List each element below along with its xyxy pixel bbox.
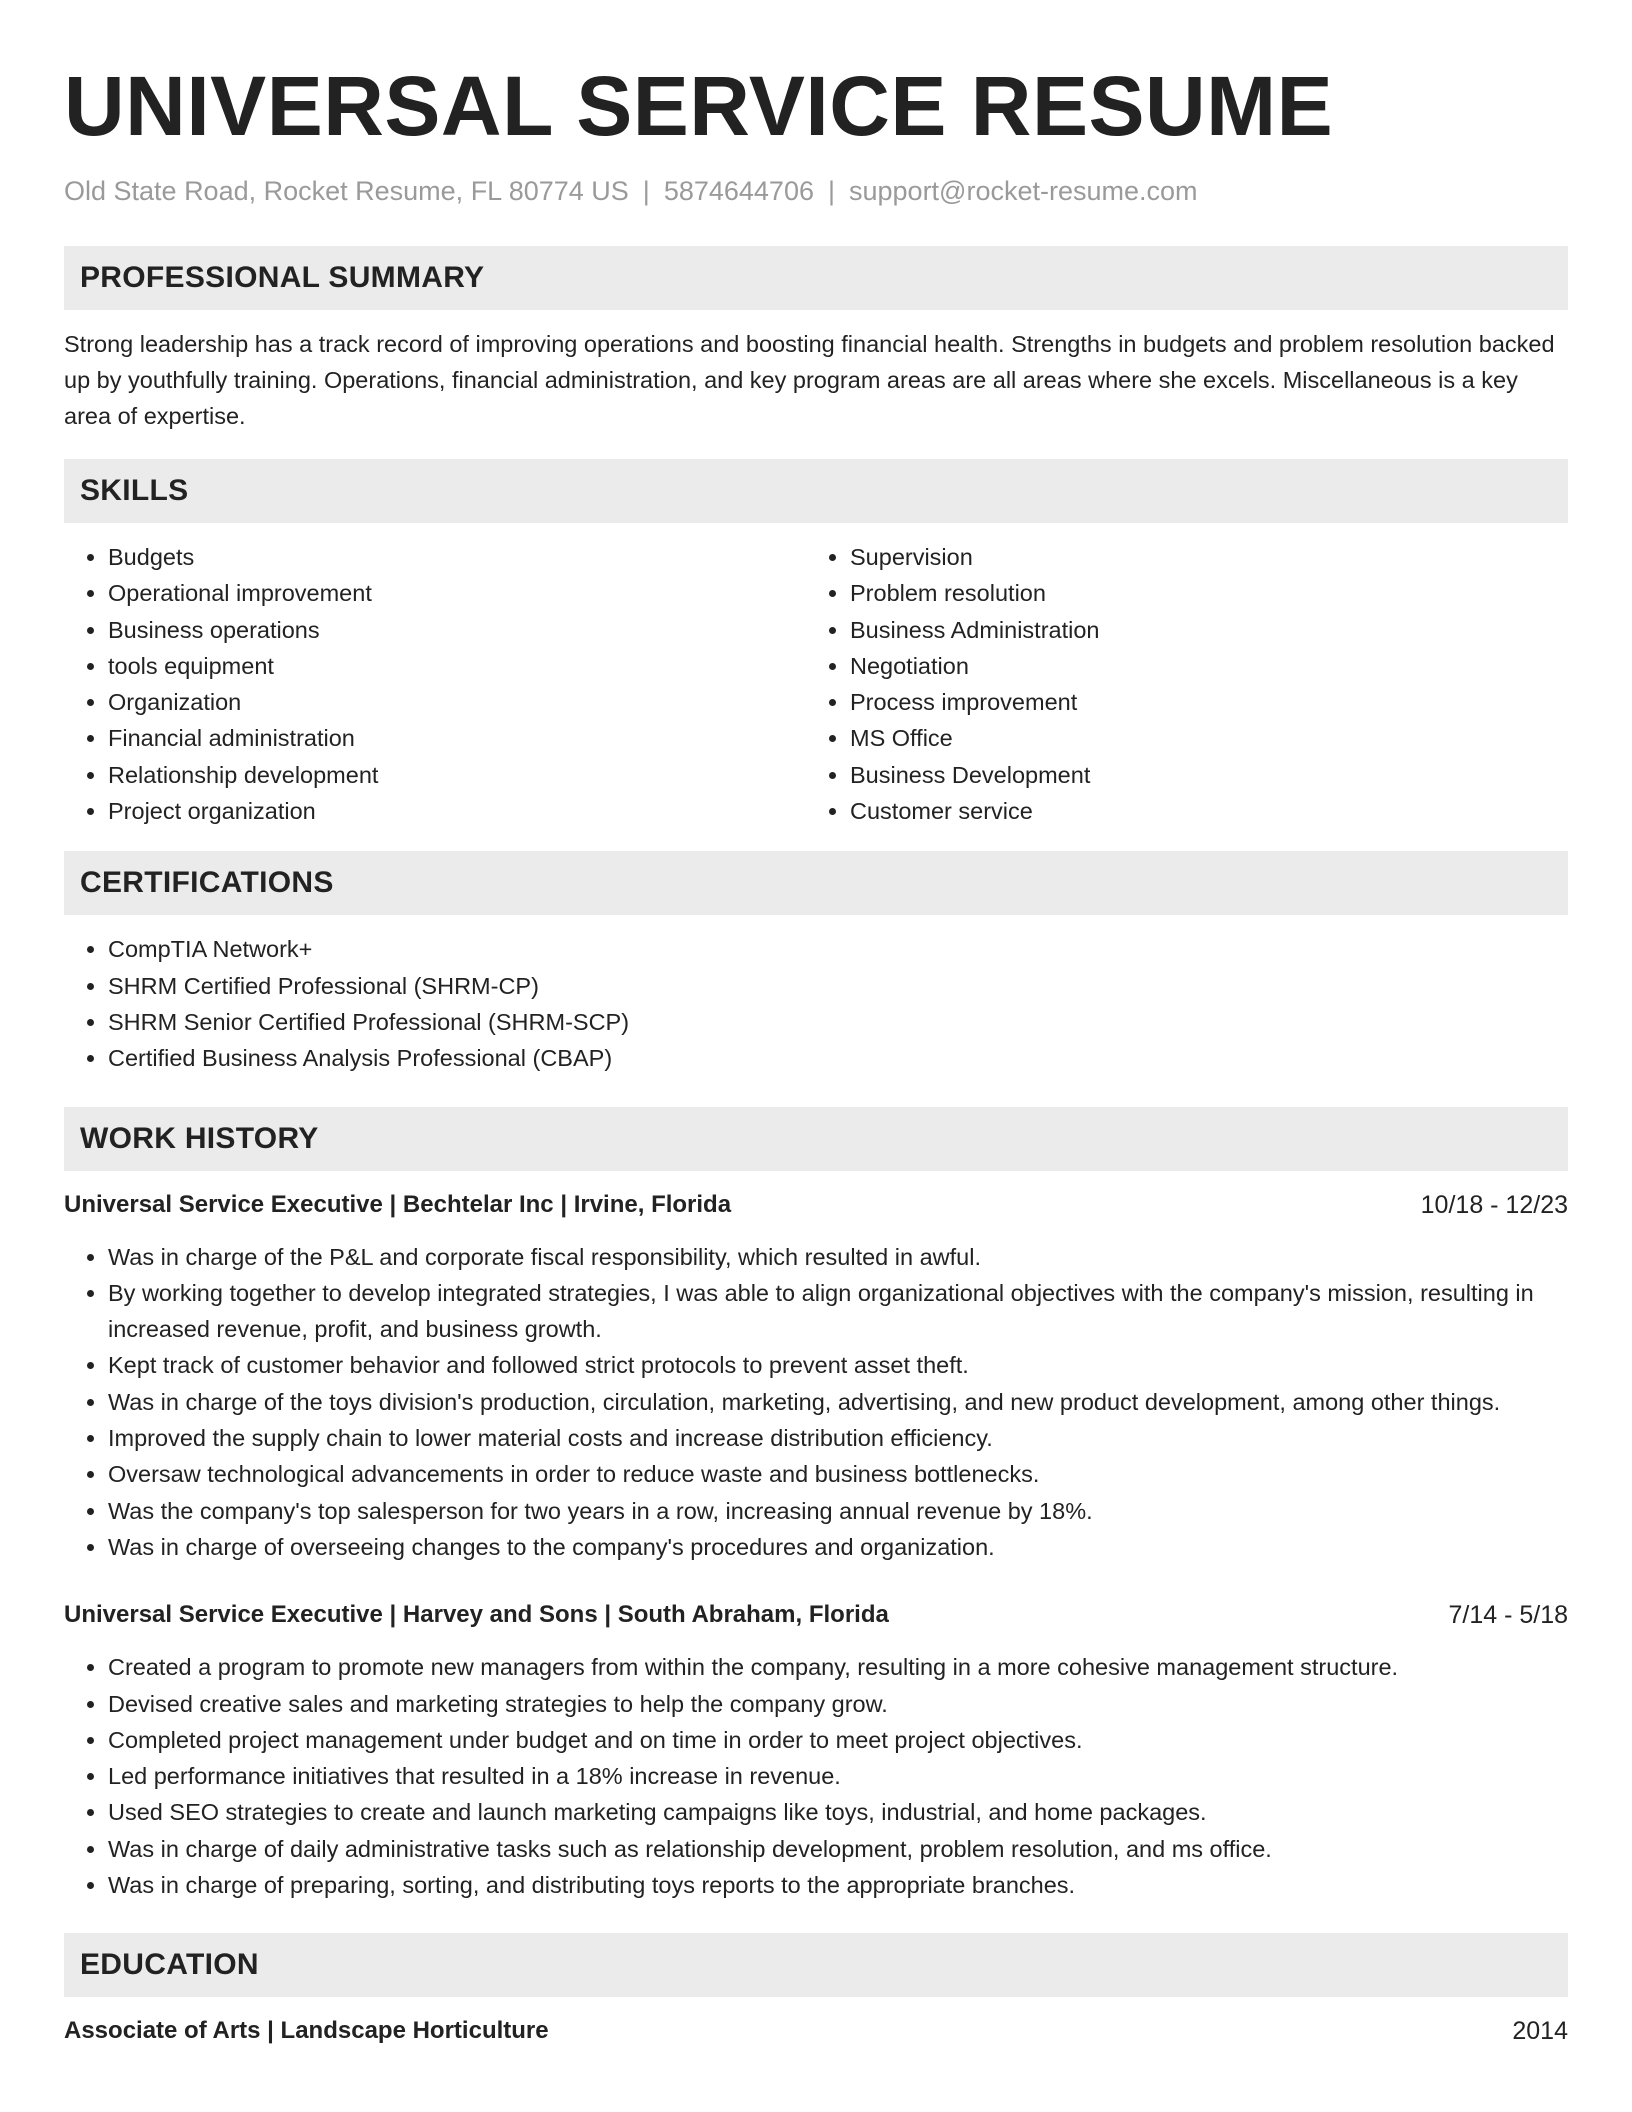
section-heading-certifications: CERTIFICATIONS bbox=[64, 851, 1568, 915]
skill-item: • Business operations bbox=[108, 612, 806, 648]
certification-item: • Certified Business Analysis Professional (CBAP) bbox=[108, 1040, 1568, 1076]
contact-separator: | bbox=[827, 176, 835, 206]
skill-item: • Organization bbox=[108, 684, 806, 720]
contact-line bbox=[64, 174, 1568, 208]
skill-item: • Problem resolution bbox=[850, 575, 1548, 611]
skills-list-right bbox=[806, 539, 1548, 829]
skill-item: • tools equipment bbox=[108, 648, 806, 684]
job-entry bbox=[64, 1187, 1568, 1566]
job-bullet: • Led performance initiatives that resulted in a 18% increase in revenue. bbox=[108, 1758, 1568, 1794]
job-bullet: • By working together to develop integrated strategies, I was able to align organizational objectives with the company's mission, resulting in increased revenue, profit, and business growth. bbox=[108, 1275, 1568, 1348]
job-bullet: • Was in charge of the toys division's production, circulation, marketing, advertising, and new product development, among other things. bbox=[108, 1384, 1568, 1420]
job-bullet: • Kept track of customer behavior and followed strict protocols to prevent asset theft. bbox=[108, 1347, 1568, 1383]
job-bullet: • Oversaw technological advancements in order to reduce waste and business bottlenecks. bbox=[108, 1456, 1568, 1492]
skills-list-left bbox=[64, 539, 806, 829]
skill-item: • Project organization bbox=[108, 793, 806, 829]
skills-column-right bbox=[806, 539, 1548, 829]
skill-item: • Negotiation bbox=[850, 648, 1548, 684]
skill-item: • Process improvement bbox=[850, 684, 1548, 720]
job-title: Universal Service Executive | Bechtelar Inc | Irvine, Florida bbox=[64, 1190, 732, 1218]
certification-item: • SHRM Certified Professional (SHRM-CP) bbox=[108, 968, 1568, 1004]
contact-address: Old State Road, Rocket Resume, FL 80774 US bbox=[64, 176, 629, 206]
candidate-name: UNIVERSAL SERVICE RESUME bbox=[64, 59, 1334, 153]
education-year: 2014 bbox=[1512, 2017, 1568, 2046]
skill-item: • Financial administration bbox=[108, 720, 806, 756]
certification-item: • SHRM Senior Certified Professional (SHRM-SCP) bbox=[108, 1004, 1568, 1040]
job-header bbox=[64, 1187, 1568, 1223]
section-heading-work-history: WORK HISTORY bbox=[64, 1107, 1568, 1171]
skills-grid bbox=[64, 539, 1568, 829]
job-entry bbox=[64, 1597, 1568, 1903]
job-bullet: • Was in charge of preparing, sorting, and distributing toys reports to the appropriate branches. bbox=[108, 1867, 1568, 1903]
skills-column-left bbox=[64, 539, 806, 829]
skill-item: • Supervision bbox=[850, 539, 1548, 575]
job-bullet: • Was in charge of daily administrative tasks such as relationship development, problem resolution, and ms office. bbox=[108, 1831, 1568, 1867]
skill-item: • MS Office bbox=[850, 720, 1548, 756]
resume-page bbox=[64, 0, 1568, 2049]
job-bullet: • Completed project management under budget and on time in order to meet project objectives. bbox=[108, 1722, 1568, 1758]
education-title: Associate of Arts | Landscape Horticulture bbox=[64, 2017, 549, 2045]
job-bullet: • Created a program to promote new managers from within the company, resulting in a more cohesive management structure. bbox=[108, 1649, 1568, 1685]
job-title: Universal Service Executive | Harvey and Sons | South Abraham, Florida bbox=[64, 1601, 889, 1629]
job-bullet: • Was in charge of overseeing changes to the company's procedures and organization. bbox=[108, 1529, 1568, 1565]
certifications-list bbox=[64, 931, 1568, 1076]
job-bullets bbox=[64, 1239, 1568, 1566]
section-heading-education: EDUCATION bbox=[64, 1933, 1568, 1997]
summary-text: Strong leadership has a track record of improving operations and boosting financial health. Strengths in budgets and problem resolution backed up by youthfully training. Operations, financial administration, and key program areas are all areas where she excels. Miscellaneous is a key area of expertise. bbox=[64, 331, 1555, 429]
job-header bbox=[64, 1597, 1568, 1633]
contact-phone: 5874644706 bbox=[663, 176, 814, 206]
skill-item: • Operational improvement bbox=[108, 575, 806, 611]
job-bullets bbox=[64, 1649, 1568, 1903]
job-bullet: • Improved the supply chain to lower material costs and increase distribution efficiency. bbox=[108, 1420, 1568, 1456]
contact-email: support@rocket-resume.com bbox=[849, 176, 1198, 206]
section-heading-summary: PROFESSIONAL SUMMARY bbox=[64, 246, 1568, 310]
education-entry bbox=[64, 2013, 1568, 2049]
skill-item: • Budgets bbox=[108, 539, 806, 575]
skill-item: • Business Administration bbox=[850, 612, 1548, 648]
job-bullet: • Was the company's top salesperson for two years in a row, increasing annual revenue by 18%. bbox=[108, 1493, 1568, 1529]
job-dates: 7/14 - 5/18 bbox=[1448, 1601, 1568, 1630]
job-bullet: • Was in charge of the P&L and corporate fiscal responsibility, which resulted in awful. bbox=[108, 1239, 1568, 1275]
section-heading-skills: SKILLS bbox=[64, 459, 1568, 523]
education-header bbox=[64, 2013, 1568, 2049]
job-bullet: • Devised creative sales and marketing strategies to help the company grow. bbox=[108, 1686, 1568, 1722]
job-dates: 10/18 - 12/23 bbox=[1420, 1190, 1568, 1219]
contact-separator: | bbox=[642, 176, 650, 206]
skill-item: • Relationship development bbox=[108, 757, 806, 793]
certification-item: • CompTIA Network+ bbox=[108, 931, 1568, 967]
job-bullet: • Used SEO strategies to create and launch marketing campaigns like toys, industrial, and home packages. bbox=[108, 1794, 1568, 1830]
skill-item: • Business Development bbox=[850, 757, 1548, 793]
skill-item: • Customer service bbox=[850, 793, 1548, 829]
